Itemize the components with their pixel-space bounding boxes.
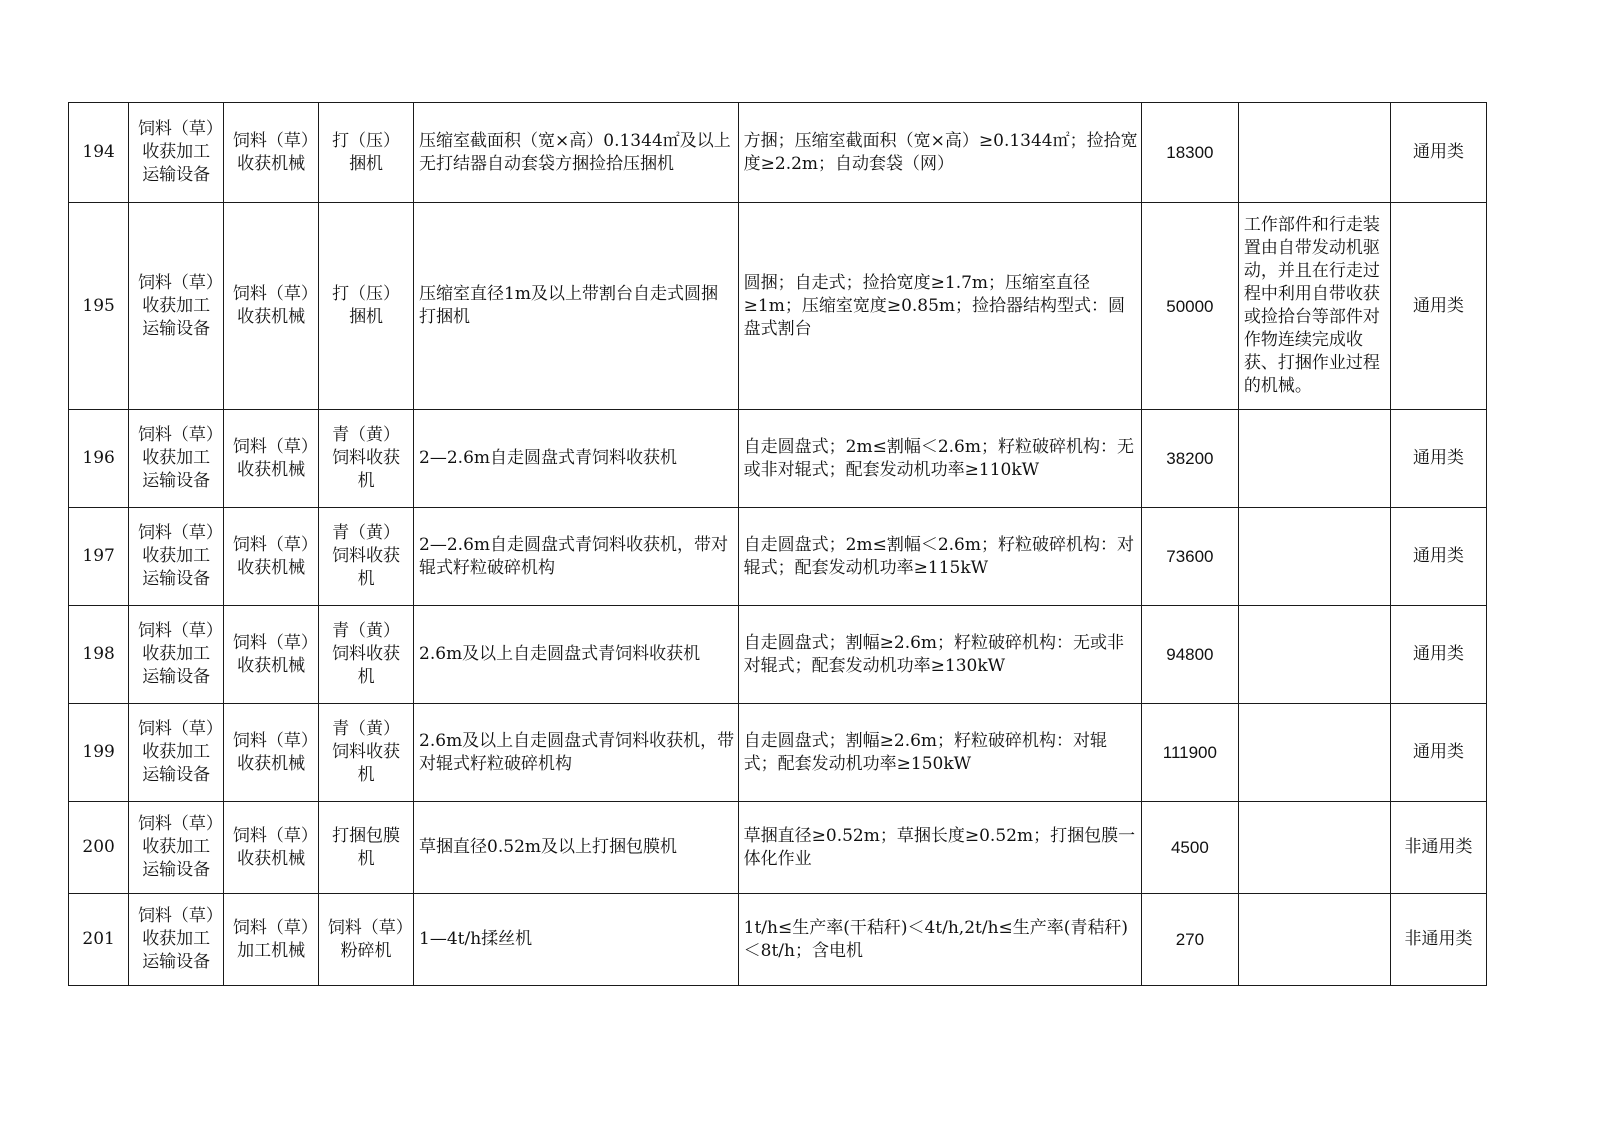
params-cell: 自走圆盘式；2m≤割幅＜2.6m；籽粒破碎机构：无或非对辊式；配套发动机功率≥110kW xyxy=(738,410,1141,508)
category-cell: 饲料（草）收获加工运输设备 xyxy=(129,103,224,203)
note-cell xyxy=(1238,802,1390,894)
equipment-table xyxy=(68,102,1487,986)
subcategory-cell: 饲料（草）加工机械 xyxy=(224,894,319,986)
type-cell: 非通用类 xyxy=(1390,894,1486,986)
table-row xyxy=(69,802,1487,894)
grade-cell: 2.6m及以上自走圆盘式青饲料收获机 xyxy=(414,606,739,704)
category-cell: 饲料（草）收获加工运输设备 xyxy=(129,802,224,894)
params-cell: 方捆；压缩室截面积（宽×高）≥0.1344㎡；捡拾宽度≥2.2m；自动套袋（网） xyxy=(738,103,1141,203)
row-number: 194 xyxy=(69,103,129,203)
note-cell xyxy=(1238,410,1390,508)
note-cell xyxy=(1238,103,1390,203)
params-cell: 圆捆；自走式；捡拾宽度≥1.7m；压缩室直径≥1m；压缩室宽度≥0.85m；捡拾器结构型式：圆盘式割台 xyxy=(738,203,1141,410)
item-cell: 青（黄）饲料收获机 xyxy=(319,508,414,606)
params-cell: 草捆直径≥0.52m；草捆长度≥0.52m；打捆包膜一体化作业 xyxy=(738,802,1141,894)
category-cell: 饲料（草）收获加工运输设备 xyxy=(129,203,224,410)
row-number: 197 xyxy=(69,508,129,606)
subsidy-cell: 73600 xyxy=(1141,508,1238,606)
table-row xyxy=(69,894,1487,986)
grade-cell: 1—4t/h揉丝机 xyxy=(414,894,739,986)
table-row xyxy=(69,606,1487,704)
type-cell: 通用类 xyxy=(1390,103,1486,203)
params-cell: 自走圆盘式；割幅≥2.6m；籽粒破碎机构：无或非对辊式；配套发动机功率≥130kW xyxy=(738,606,1141,704)
item-cell: 打（压）捆机 xyxy=(319,103,414,203)
subcategory-cell: 饲料（草）收获机械 xyxy=(224,704,319,802)
params-cell: 自走圆盘式；2m≤割幅＜2.6m；籽粒破碎机构：对辊式；配套发动机功率≥115kW xyxy=(738,508,1141,606)
subcategory-cell: 饲料（草）收获机械 xyxy=(224,410,319,508)
subsidy-cell: 18300 xyxy=(1141,103,1238,203)
subsidy-cell: 4500 xyxy=(1141,802,1238,894)
table-row xyxy=(69,103,1487,203)
type-cell: 通用类 xyxy=(1390,508,1486,606)
grade-cell: 压缩室直径1m及以上带割台自走式圆捆打捆机 xyxy=(414,203,739,410)
note-cell xyxy=(1238,704,1390,802)
row-number: 198 xyxy=(69,606,129,704)
type-cell: 非通用类 xyxy=(1390,802,1486,894)
subsidy-cell: 50000 xyxy=(1141,203,1238,410)
subcategory-cell: 饲料（草）收获机械 xyxy=(224,103,319,203)
type-cell: 通用类 xyxy=(1390,606,1486,704)
table-row xyxy=(69,410,1487,508)
subsidy-cell: 111900 xyxy=(1141,704,1238,802)
category-cell: 饲料（草）收获加工运输设备 xyxy=(129,410,224,508)
grade-cell: 压缩室截面积（宽×高）0.1344㎡及以上无打结器自动套袋方捆捡拾压捆机 xyxy=(414,103,739,203)
type-cell: 通用类 xyxy=(1390,410,1486,508)
category-cell: 饲料（草）收获加工运输设备 xyxy=(129,704,224,802)
subcategory-cell: 饲料（草）收获机械 xyxy=(224,606,319,704)
table-row xyxy=(69,203,1487,410)
note-cell: 工作部件和行走装置由自带发动机驱动，并且在行走过程中利用自带收获或捡拾台等部件对作物连续完成收获、打捆作业过程的机械。 xyxy=(1238,203,1390,410)
type-cell: 通用类 xyxy=(1390,704,1486,802)
params-cell: 1t/h≤生产率(干秸秆)＜4t/h,2t/h≤生产率(青秸秆)＜8t/h；含电机 xyxy=(738,894,1141,986)
category-cell: 饲料（草）收获加工运输设备 xyxy=(129,606,224,704)
grade-cell: 2.6m及以上自走圆盘式青饲料收获机，带对辊式籽粒破碎机构 xyxy=(414,704,739,802)
item-cell: 青（黄）饲料收获机 xyxy=(319,410,414,508)
subsidy-cell: 38200 xyxy=(1141,410,1238,508)
row-number: 196 xyxy=(69,410,129,508)
row-number: 195 xyxy=(69,203,129,410)
table-row xyxy=(69,704,1487,802)
category-cell: 饲料（草）收获加工运输设备 xyxy=(129,894,224,986)
item-cell: 青（黄）饲料收获机 xyxy=(319,704,414,802)
table-row xyxy=(69,508,1487,606)
row-number: 199 xyxy=(69,704,129,802)
row-number: 201 xyxy=(69,894,129,986)
params-cell: 自走圆盘式；割幅≥2.6m；籽粒破碎机构：对辊式；配套发动机功率≥150kW xyxy=(738,704,1141,802)
grade-cell: 2—2.6m自走圆盘式青饲料收获机 xyxy=(414,410,739,508)
subcategory-cell: 饲料（草）收获机械 xyxy=(224,203,319,410)
note-cell xyxy=(1238,606,1390,704)
item-cell: 青（黄）饲料收获机 xyxy=(319,606,414,704)
item-cell: 饲料（草）粉碎机 xyxy=(319,894,414,986)
grade-cell: 草捆直径0.52m及以上打捆包膜机 xyxy=(414,802,739,894)
type-cell: 通用类 xyxy=(1390,203,1486,410)
note-cell xyxy=(1238,894,1390,986)
item-cell: 打（压）捆机 xyxy=(319,203,414,410)
row-number: 200 xyxy=(69,802,129,894)
subsidy-cell: 94800 xyxy=(1141,606,1238,704)
note-cell xyxy=(1238,508,1390,606)
category-cell: 饲料（草）收获加工运输设备 xyxy=(129,508,224,606)
subcategory-cell: 饲料（草）收获机械 xyxy=(224,802,319,894)
subcategory-cell: 饲料（草）收获机械 xyxy=(224,508,319,606)
item-cell: 打捆包膜机 xyxy=(319,802,414,894)
grade-cell: 2—2.6m自走圆盘式青饲料收获机，带对辊式籽粒破碎机构 xyxy=(414,508,739,606)
subsidy-cell: 270 xyxy=(1141,894,1238,986)
